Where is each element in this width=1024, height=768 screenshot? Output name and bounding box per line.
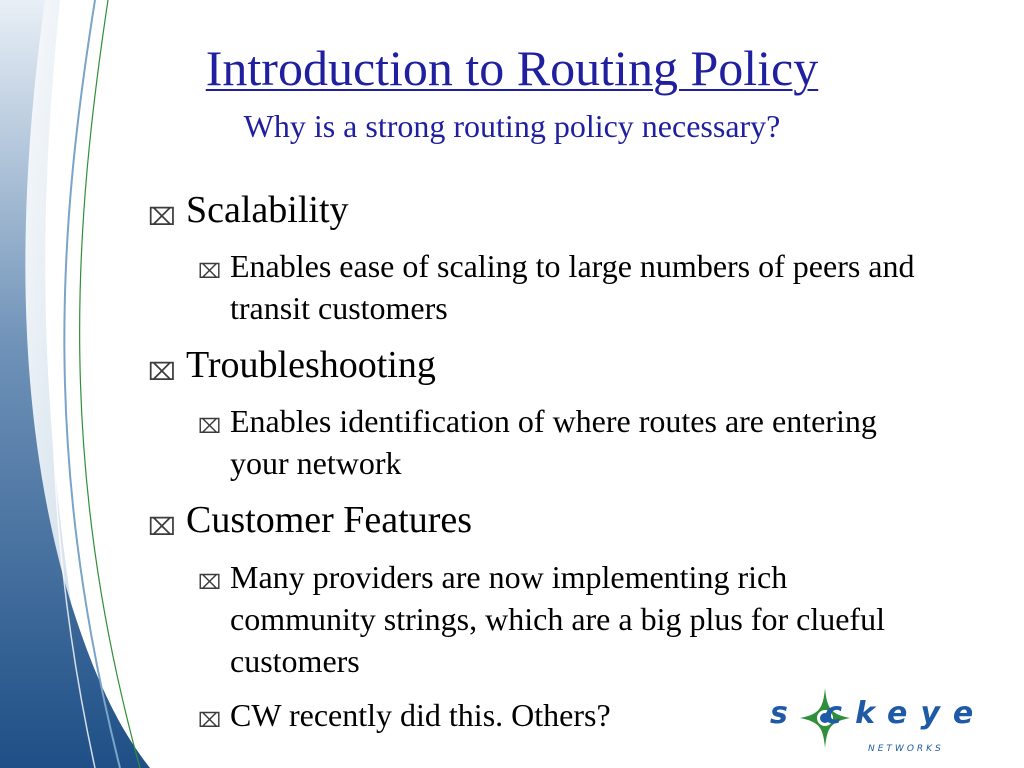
sub-bullet-text: Enables identification of where routes are entering your network [230, 403, 877, 481]
crossed-box-bullet-icon: ⌧ [198, 710, 222, 732]
crossed-box-bullet-icon: ⌧ [198, 416, 222, 438]
crossed-box-bullet-icon: ⌧ [198, 572, 222, 594]
logo-tagline: NETWORKS [868, 744, 944, 754]
sub-bullet-text: Many providers are now implementing rich community strings, which are a big plus for clueful customers [230, 559, 885, 679]
bullet-label: Scalability [186, 189, 349, 231]
page-title: Introduction to Routing Policy [205, 40, 819, 96]
company-logo [760, 686, 987, 758]
page-subtitle: Why is a strong routing policy necessary? [243, 108, 781, 144]
sub-bullet-text: Enables ease of scaling to large numbers of peers and transit customers [230, 248, 915, 326]
bullet-label: Troubleshooting [186, 344, 436, 386]
crossed-box-bullet-icon: ⌧ [148, 205, 176, 231]
crossed-box-bullet-icon: ⌧ [198, 261, 222, 283]
crossed-box-bullet-icon: ⌧ [148, 515, 176, 541]
bullet-label: Customer Features [186, 499, 473, 541]
sub-bullet-text: CW recently did this. Others? [230, 697, 611, 733]
crossed-box-bullet-icon: ⌧ [148, 360, 176, 386]
logo-wordmark: s ckeye [770, 696, 987, 731]
